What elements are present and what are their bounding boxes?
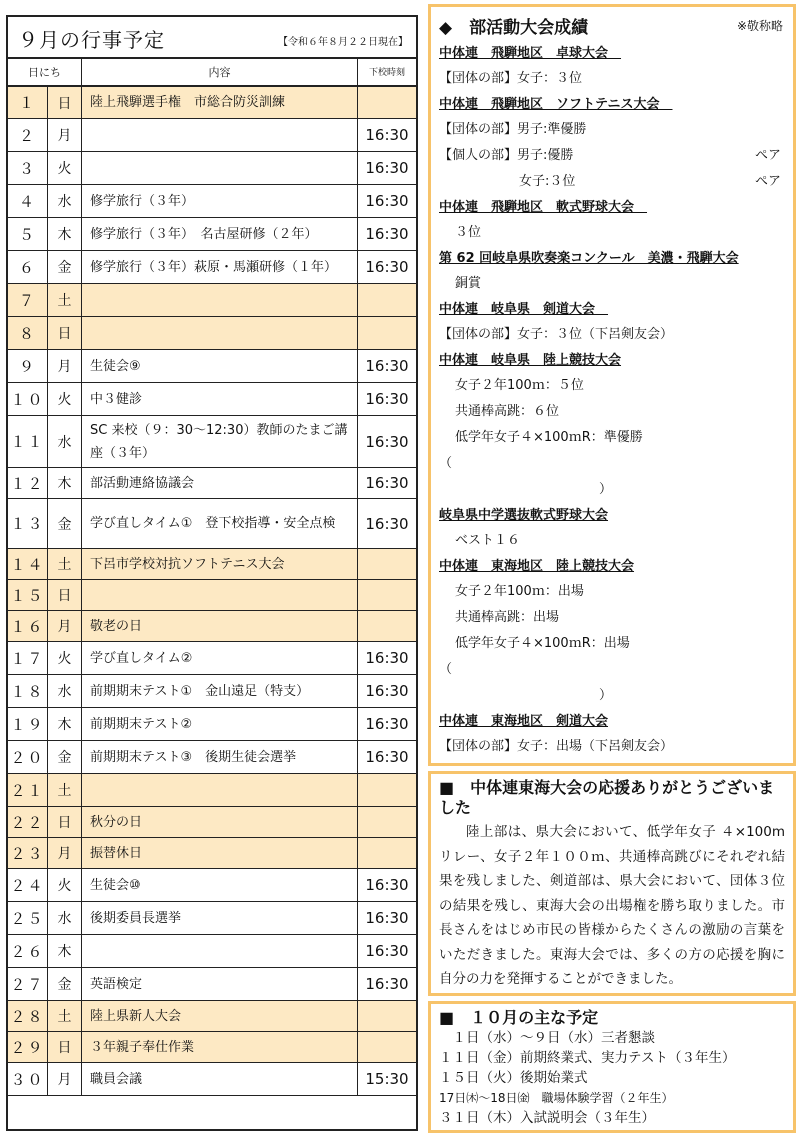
result-text: 中体連 飛騨地区 軟式野球大会 — [439, 200, 648, 215]
result-item — [439, 169, 787, 195]
schedule-title: ９月の行事予定 — [18, 28, 165, 52]
result-text: 【団体の部】女子：出場（下呂剣友会） — [439, 739, 674, 754]
result-item — [439, 734, 787, 760]
result-text: 中体連 岐阜県 陸上競技大会 — [439, 353, 622, 368]
schedule-row — [8, 675, 416, 708]
tournament-name — [439, 503, 787, 528]
schedule-dismissal-time — [358, 580, 416, 610]
october-item: １１日（金）前期終業式、実力テスト（３年生） — [439, 1050, 736, 1066]
cheer-thanks-panel — [428, 771, 796, 996]
result-pair-label: ペア — [754, 148, 781, 163]
result-text: ３位 — [455, 225, 482, 240]
schedule-content: 部活動連絡協議会 — [82, 468, 358, 498]
schedule-row — [8, 87, 416, 119]
result-text: 中体連 東海地区 剣道大会 — [439, 714, 609, 729]
schedule-day: ７ — [8, 284, 48, 316]
tournament-name — [439, 709, 787, 734]
schedule-dismissal-time: 16:30 — [365, 909, 409, 927]
schedule-weekday: 月 — [48, 119, 82, 151]
result-text: 岐阜県中学選抜軟式野球大会 — [439, 508, 609, 523]
schedule-day: １６ — [8, 611, 48, 641]
schedule-row — [8, 807, 416, 838]
schedule-day: １８ — [8, 675, 48, 707]
schedule-weekday: 月 — [48, 611, 82, 641]
schedule-dismissal-time — [358, 87, 416, 118]
schedule-row — [8, 218, 416, 251]
october-list — [439, 1028, 785, 1128]
result-text: ） — [599, 482, 613, 497]
schedule-day: ２２ — [8, 807, 48, 837]
result-text: 中体連 東海地区 陸上競技大会 — [439, 559, 635, 574]
schedule-row — [8, 1001, 416, 1032]
result-item — [439, 117, 787, 143]
schedule-dismissal-time: 16:30 — [365, 192, 409, 210]
schedule-dismissal-time: 16:30 — [365, 682, 409, 700]
result-item — [439, 271, 787, 297]
schedule-dismissal-time: 16:30 — [365, 876, 409, 894]
schedule-content: SC 来校（９：30～12:30）教師のたまご講座（３年） — [82, 416, 358, 467]
schedule-content: 生徒会⑩ — [82, 869, 358, 901]
october-item: ３１日（木）入試説明会（３年生） — [439, 1110, 655, 1126]
schedule-dismissal-time — [358, 1001, 416, 1031]
result-pair-label: ペア — [754, 174, 781, 189]
schedule-dismissal-time — [358, 284, 416, 316]
schedule-content: 前期期末テスト③ 後期生徒会選挙 — [82, 741, 358, 773]
schedule-day: １５ — [8, 580, 48, 610]
schedule-weekday: 火 — [48, 642, 82, 674]
schedule-day: １ — [8, 87, 48, 118]
schedule-content: 秋分の日 — [82, 807, 358, 837]
schedule-weekday: 土 — [48, 549, 82, 579]
schedule-day: １３ — [8, 499, 48, 548]
october-title: ■ １０月の主な予定 — [439, 1008, 599, 1027]
result-text: 【個人の部】男子:優勝 — [439, 148, 574, 163]
schedule-content: 生徒会⑨ — [82, 350, 358, 382]
schedule-day: ２１ — [8, 774, 48, 806]
result-item — [439, 220, 787, 246]
schedule-content — [82, 284, 358, 316]
schedule-content: 修学旅行（３年） 名古屋研修（２年） — [82, 218, 358, 250]
schedule-weekday: 土 — [48, 1001, 82, 1031]
october-item: １５日（火）後期始業式 — [439, 1070, 588, 1086]
schedule-weekday: 日 — [48, 1032, 82, 1062]
schedule-dismissal-time: 16:30 — [365, 514, 409, 533]
schedule-row — [8, 317, 416, 350]
result-item — [439, 66, 787, 92]
schedule-day: ２ — [8, 119, 48, 151]
schedule-dismissal-time — [358, 317, 416, 349]
result-text: 女子２年100ｍ：出場 — [455, 584, 584, 599]
tournament-name — [439, 195, 787, 220]
schedule-weekday: 日 — [48, 317, 82, 349]
schedule-row — [8, 902, 416, 935]
schedule-dismissal-time: 16:30 — [365, 474, 409, 492]
schedule-dismissal-time: 16:30 — [365, 715, 409, 733]
schedule-day: １４ — [8, 549, 48, 579]
schedule-day: １７ — [8, 642, 48, 674]
october-plan-panel — [428, 1001, 796, 1133]
schedule-dismissal-time: 15:30 — [365, 1070, 409, 1088]
result-item — [439, 451, 787, 477]
schedule-day: ３ — [8, 152, 48, 184]
result-text: （ — [439, 456, 453, 471]
schedule-content: 修学旅行（３年） — [82, 185, 358, 217]
schedule-row — [8, 642, 416, 675]
schedule-day: ２７ — [8, 968, 48, 1000]
schedule-dismissal-time: 16:30 — [365, 258, 409, 276]
result-item — [439, 657, 787, 683]
schedule-row — [8, 774, 416, 807]
schedule-header-row — [8, 59, 416, 87]
result-item — [439, 579, 787, 605]
result-text: 共通棒高跳：出場 — [455, 610, 560, 625]
schedule-dismissal-time: 16:30 — [365, 942, 409, 960]
result-text: 銅賞 — [455, 276, 482, 291]
tournament-name — [439, 348, 787, 373]
result-text: 女子２年100ｍ：５位 — [455, 378, 584, 393]
schedule-row — [8, 1063, 416, 1096]
schedule-dismissal-time — [358, 611, 416, 641]
schedule-row — [8, 152, 416, 185]
schedule-row — [8, 383, 416, 416]
cheer-body: 陸上部は、県大会において、低学年女子 ４×100mリレー、女子２年１００ｍ、共通棒高跳びにそれぞれ結果を残しました、剣道部は、県大会において、団体３位の結果を残し、東海大会の出場権を勝ち取りました。市長さんをはじめ市民の皆様からたくさんの激励の言葉をいただきました。東海大会では、多くの方の応援を胸に自分の力を発揮することができました。 — [439, 824, 785, 987]
result-item — [439, 425, 787, 451]
tournament-name — [439, 41, 787, 66]
schedule-dismissal-time — [358, 774, 416, 806]
schedule-day: ４ — [8, 185, 48, 217]
schedule-row — [8, 968, 416, 1001]
schedule-as-of-date: 【令和６年８月２２日現在】 — [278, 37, 408, 48]
schedule-dismissal-time — [358, 838, 416, 868]
results-list — [439, 41, 787, 760]
result-item — [439, 399, 787, 425]
results-note: ※敬称略 — [736, 19, 783, 33]
schedule-day: ２４ — [8, 869, 48, 901]
result-item — [439, 528, 787, 554]
schedule-content: 下呂市学校対抗ソフトテニス大会 — [82, 549, 358, 579]
schedule-dismissal-time: 16:30 — [365, 126, 409, 144]
schedule-weekday: 月 — [48, 350, 82, 382]
schedule-content: 陸上県新人大会 — [82, 1001, 358, 1031]
schedule-content: 後期委員長選挙 — [82, 902, 358, 934]
schedule-day: ５ — [8, 218, 48, 250]
schedule-dismissal-time: 16:30 — [365, 649, 409, 667]
schedule-content — [82, 119, 358, 151]
schedule-dismissal-time: 16:30 — [365, 357, 409, 375]
schedule-day: １０ — [8, 383, 48, 415]
schedule-weekday: 水 — [48, 416, 82, 467]
cheer-title: ■ 中体連東海大会の応援ありがとうございました — [439, 778, 775, 817]
schedule-day: ９ — [8, 350, 48, 382]
schedule-dismissal-time — [358, 807, 416, 837]
result-item — [439, 477, 787, 503]
schedule-dismissal-time — [358, 1032, 416, 1062]
header-dismissal-time: 下校時刻 — [368, 68, 405, 78]
result-text: ベスト１６ — [455, 533, 521, 548]
schedule-content: 敬老の日 — [82, 611, 358, 641]
october-item: １日（水）～９日（水）三者懇談 — [439, 1030, 655, 1046]
schedule-row — [8, 251, 416, 284]
schedule-content — [82, 935, 358, 967]
schedule-day: ８ — [8, 317, 48, 349]
schedule-content: 職員会議 — [82, 1063, 358, 1095]
schedule-weekday: 木 — [48, 218, 82, 250]
result-text: （ — [439, 662, 453, 677]
result-text: 中体連 飛騨地区 ソフトテニス大会 — [439, 97, 673, 112]
result-text: 【団体の部】女子：３位 — [439, 71, 583, 86]
schedule-row — [8, 350, 416, 383]
schedule-row — [8, 935, 416, 968]
schedule-weekday: 火 — [48, 383, 82, 415]
schedule-day: ２３ — [8, 838, 48, 868]
schedule-content: 前期期末テスト① 金山遠足（特支） — [82, 675, 358, 707]
tournament-name — [439, 554, 787, 579]
schedule-content: 振替休日 — [82, 838, 358, 868]
schedule-weekday: 水 — [48, 675, 82, 707]
schedule-day: ２８ — [8, 1001, 48, 1031]
schedule-row — [8, 741, 416, 774]
schedule-weekday: 日 — [48, 807, 82, 837]
result-text: 第 62 回岐阜県吹奏楽コンクール 美濃・飛騨大会 — [439, 251, 739, 266]
schedule-weekday: 木 — [48, 468, 82, 498]
result-text: 低学年女子４×100ｍR：出場 — [455, 636, 630, 651]
schedule-dismissal-time: 16:30 — [365, 748, 409, 766]
schedule-weekday: 火 — [48, 152, 82, 184]
schedule-day: ６ — [8, 251, 48, 283]
schedule-title-row — [8, 17, 416, 59]
schedule-content — [82, 774, 358, 806]
result-item — [439, 631, 787, 657]
schedule-row — [8, 284, 416, 317]
schedule-row — [8, 185, 416, 218]
schedule-day: １２ — [8, 468, 48, 498]
schedule-row — [8, 416, 416, 468]
results-title: ◆ 部活動大会成績 — [439, 18, 589, 38]
schedule-row — [8, 499, 416, 549]
schedule-content: 陸上飛騨選手権 市総合防災訓練 — [82, 87, 358, 118]
schedule-day: ２９ — [8, 1032, 48, 1062]
result-text: 女子:３位 — [519, 174, 576, 189]
schedule-day: １９ — [8, 708, 48, 740]
schedule-weekday: 土 — [48, 284, 82, 316]
schedule-row — [8, 580, 416, 611]
schedule-dismissal-time: 16:30 — [365, 390, 409, 408]
schedule-content: 修学旅行（３年）萩原・馬瀬研修（１年） — [82, 251, 358, 283]
schedule-dismissal-time — [358, 549, 416, 579]
schedule-weekday: 月 — [48, 1063, 82, 1095]
schedule-dismissal-time: 16:30 — [365, 159, 409, 177]
schedule-day: ２０ — [8, 741, 48, 773]
schedule-weekday: 火 — [48, 869, 82, 901]
schedule-content — [82, 152, 358, 184]
header-content: 内容 — [82, 59, 358, 87]
schedule-row — [8, 1032, 416, 1063]
schedule-dismissal-time: 16:30 — [365, 225, 409, 243]
schedule-weekday: 月 — [48, 838, 82, 868]
schedule-content: 前期期末テスト② — [82, 708, 358, 740]
result-item — [439, 322, 787, 348]
schedule-content: 学び直しタイム① 登下校指導・安全点検 — [82, 499, 358, 548]
schedule-rows — [8, 87, 416, 1096]
schedule-dismissal-time: 16:30 — [365, 975, 409, 993]
schedule-weekday: 日 — [48, 87, 82, 118]
schedule-day: １１ — [8, 416, 48, 467]
result-item — [439, 373, 787, 399]
schedule-weekday: 土 — [48, 774, 82, 806]
header-day: 日にち — [8, 59, 82, 87]
schedule-weekday: 金 — [48, 968, 82, 1000]
schedule-row — [8, 838, 416, 869]
schedule-weekday: 水 — [48, 185, 82, 217]
october-item: 17日㈭～18日㈮ 職場体験学習（２年生） — [439, 1091, 674, 1105]
schedule-weekday: 木 — [48, 935, 82, 967]
schedule-row — [8, 468, 416, 499]
tournament-name — [439, 92, 787, 117]
club-results-panel — [428, 4, 796, 766]
result-item — [439, 143, 787, 169]
schedule-day: ２６ — [8, 935, 48, 967]
result-text: 【団体の部】女子：３位（下呂剣友会） — [439, 327, 674, 342]
tournament-name — [439, 246, 787, 271]
schedule-day: ３０ — [8, 1063, 48, 1095]
schedule-weekday: 木 — [48, 708, 82, 740]
schedule-content: 学び直しタイム② — [82, 642, 358, 674]
result-item — [439, 605, 787, 631]
result-text: 中体連 飛騨地区 卓球大会 — [439, 46, 622, 61]
schedule-weekday: 水 — [48, 902, 82, 934]
schedule-weekday: 金 — [48, 251, 82, 283]
schedule-dismissal-time: 16:30 — [365, 432, 409, 451]
tournament-name — [439, 297, 787, 322]
schedule-content — [82, 317, 358, 349]
schedule-weekday: 金 — [48, 499, 82, 548]
result-text: 【団体の部】男子:準優勝 — [439, 122, 587, 137]
schedule-row — [8, 611, 416, 642]
schedule-content: 中３健診 — [82, 383, 358, 415]
result-text: 低学年女子４×100ｍR：準優勝 — [455, 430, 643, 445]
schedule-content: 英語検定 — [82, 968, 358, 1000]
schedule-table — [6, 15, 418, 1131]
results-header — [439, 11, 787, 41]
schedule-row — [8, 549, 416, 580]
schedule-row — [8, 119, 416, 152]
schedule-day: ２５ — [8, 902, 48, 934]
schedule-weekday: 日 — [48, 580, 82, 610]
schedule-content: ３年親子奉仕作業 — [82, 1032, 358, 1062]
result-text: ） — [599, 688, 613, 703]
result-text: 中体連 岐阜県 剣道大会 — [439, 302, 609, 317]
result-text: 共通棒高跳：６位 — [455, 404, 560, 419]
schedule-content — [82, 580, 358, 610]
schedule-row — [8, 869, 416, 902]
result-item — [439, 683, 787, 709]
schedule-row — [8, 708, 416, 741]
schedule-weekday: 金 — [48, 741, 82, 773]
